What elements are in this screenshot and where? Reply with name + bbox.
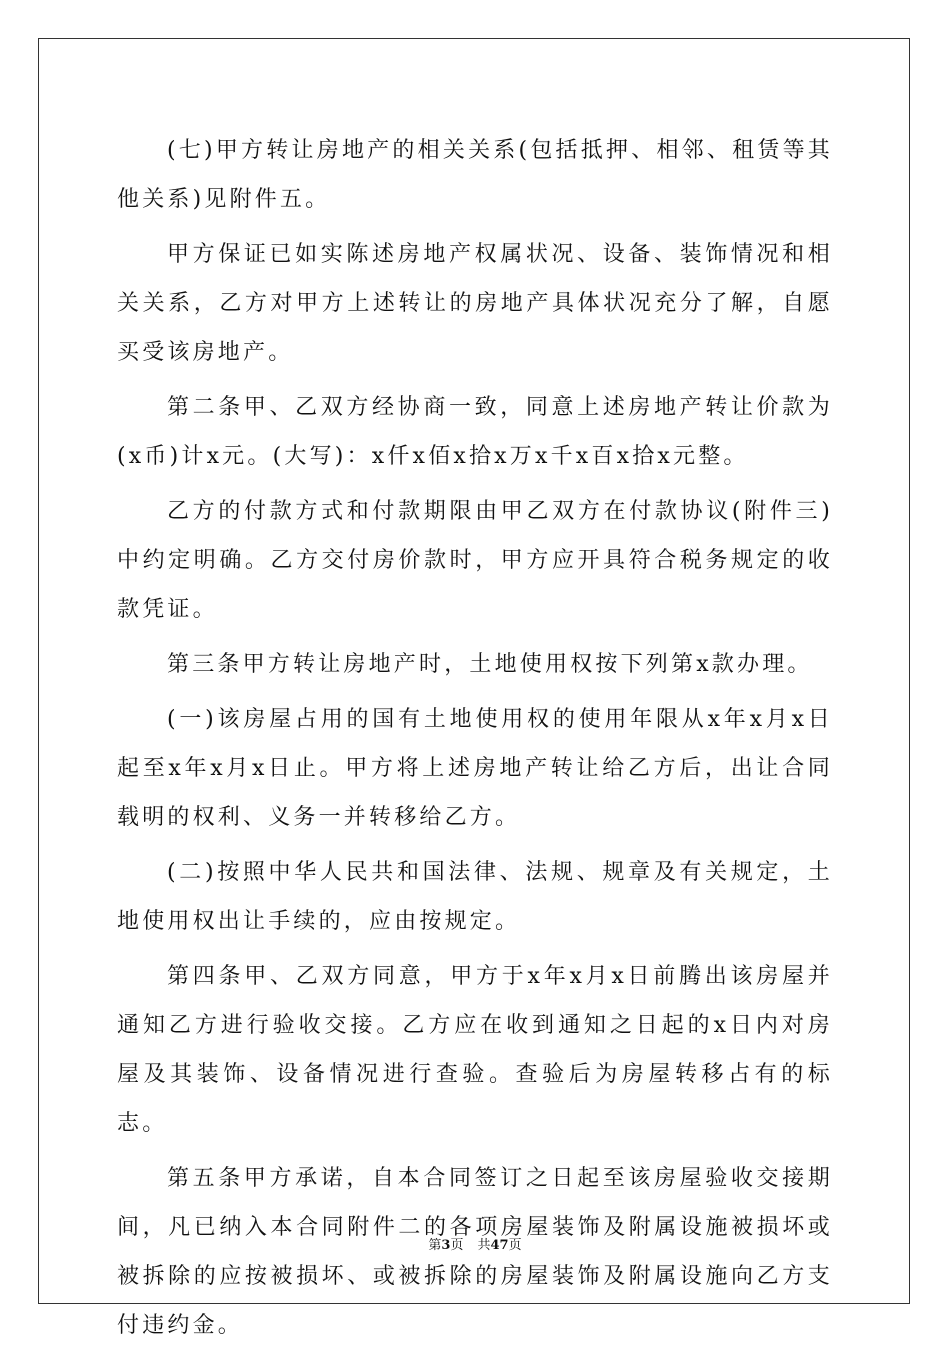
page-prefix: 第 <box>428 1238 442 1253</box>
paragraph: 第三条甲方转让房地产时，土地使用权按下列第x款办理。 <box>167 652 813 677</box>
document-body <box>117 126 833 1356</box>
total-pages: 47 <box>490 1238 509 1253</box>
paragraph: 第五条甲方承诺，自本合同签订之日起至该房屋验收交接期间，凡已纳入本合同附件二的各项房屋装饰及附属设施被损坏或被拆除的应按被损坏、或被拆除的房屋装饰及附属设施向乙方支付违约金。 <box>117 1166 833 1338</box>
paragraph: (二)按照中华人民共和国法律、法规、规章及有关规定，土地使用权出让手续的，应由按规定。 <box>117 860 833 934</box>
paragraph: 第四条甲、乙双方同意，甲方于x年x月x日前腾出该房屋并通知乙方进行验收交接。乙方应在收到通知之日起的x日内对房屋及其装饰、设备情况进行查验。查验后为房屋转移占有的标志。 <box>117 964 833 1136</box>
paragraph: 乙方的付款方式和付款期限由甲乙双方在付款协议(附件三)中约定明确。乙方交付房价款时，甲方应开具符合税务规定的收款凭证。 <box>117 499 833 622</box>
paragraph: (一)该房屋占用的国有土地使用权的使用年限从x年x月x日起至x年x月x日止。甲方将上述房地产转让给乙方后，出让合同载明的权利、义务一并转移给乙方。 <box>117 707 833 830</box>
total-suffix: 页 <box>508 1238 522 1253</box>
paragraph: (七)甲方转让房地产的相关关系(包括抵押、相邻、租赁等其他关系)见附件五。 <box>117 138 833 212</box>
paragraph: 第二条甲、乙双方经协商一致，同意上述房地产转让价款为(x币)计x元。(大写)：x仟x佰x拾x万x千x百x拾x元整。 <box>117 395 833 469</box>
paragraph: 甲方保证已如实陈述房地产权属状况、设备、装饰情况和相关关系，乙方对甲方上述转让的房地产具体状况充分了解，自愿买受该房地产。 <box>117 242 833 365</box>
page-suffix: 页 <box>450 1238 464 1253</box>
total-prefix: 共 <box>477 1238 491 1253</box>
page-footer <box>0 1238 950 1254</box>
page-number: 3 <box>441 1238 451 1253</box>
